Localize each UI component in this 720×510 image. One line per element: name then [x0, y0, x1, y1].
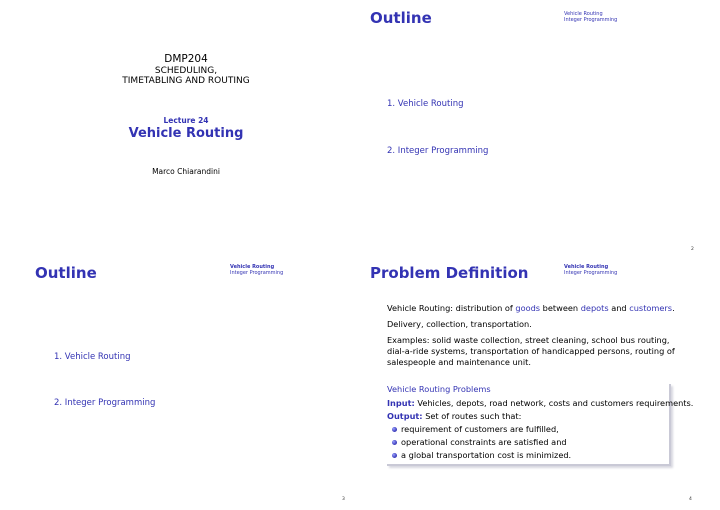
course-name-line1: SCHEDULING,: [154, 66, 218, 76]
list-item: [391, 449, 571, 462]
nav-item-integer-programming[interactable]: Integer Programming: [230, 270, 284, 276]
course-name-line2: TIMETABLING AND ROUTING: [122, 76, 250, 86]
block-title: Vehicle Routing Problems: [387, 384, 491, 394]
definition-text: .: [672, 303, 675, 313]
examples-line: salespeople and maintenance unit.: [387, 357, 531, 367]
problem-definition-slide: [360, 255, 720, 510]
toc-item-1[interactable]: 1. Vehicle Routing: [54, 352, 131, 362]
toc-item-1[interactable]: 1. Vehicle Routing: [387, 99, 464, 109]
author: Marco Chiarandini: [152, 167, 220, 176]
course-code: DMP204: [164, 53, 208, 65]
outline-slide-3: [0, 255, 360, 510]
output-line: [387, 411, 521, 422]
term-depots: depots: [580, 303, 609, 313]
nav-item-vehicle-routing[interactable]: Vehicle Routing: [564, 264, 609, 270]
list-item: [391, 436, 571, 449]
list-item: [391, 423, 571, 436]
page-number: 3: [342, 497, 345, 502]
frame-title: Problem Definition: [370, 264, 529, 282]
examples-line: dial-a-ride systems, transportation of handicapped persons, routing of: [387, 346, 675, 356]
lecture-title: Vehicle Routing: [128, 126, 244, 141]
lecture-number: Lecture 24: [163, 116, 209, 125]
nav-header: [230, 264, 283, 276]
nav-item-vehicle-routing[interactable]: Vehicle Routing: [564, 11, 603, 17]
outline-slide-2: [360, 0, 720, 255]
bullet-icon: [392, 427, 397, 432]
definition-text: between: [540, 303, 581, 313]
input-line: [387, 398, 693, 409]
page-number: 2: [691, 247, 694, 252]
list-item-text: operational constraints are satisfied and: [401, 437, 567, 447]
definition-block: [387, 384, 694, 466]
input-label: Input:: [387, 398, 415, 408]
output-text: Set of routes such that:: [422, 411, 522, 421]
term-customers: customers: [629, 303, 673, 313]
activities-paragraph: Delivery, collection, transportation.: [387, 319, 532, 329]
list-item-text: a global transportation cost is minimized.: [401, 450, 572, 460]
input-text: Vehicles, depots, road network, costs and customers requirements.: [414, 398, 694, 408]
definition-paragraph: [387, 303, 675, 314]
nav-item-integer-programming[interactable]: Integer Programming: [564, 17, 618, 23]
nav-header: [564, 264, 617, 276]
page-number: 4: [689, 497, 692, 502]
toc-item-2[interactable]: 2. Integer Programming: [387, 146, 489, 156]
nav-item-vehicle-routing[interactable]: Vehicle Routing: [230, 264, 275, 270]
examples-line: Examples: solid waste collection, street cleaning, school bus routing,: [387, 335, 670, 345]
frame-title: Outline: [35, 264, 97, 282]
requirements-list: [391, 423, 571, 462]
nav-item-integer-programming[interactable]: Integer Programming: [564, 270, 618, 276]
definition-text: and: [608, 303, 630, 313]
title-slide: [0, 0, 360, 255]
toc-item-2[interactable]: 2. Integer Programming: [54, 398, 156, 408]
definition-text: Vehicle Routing: distribution of: [387, 303, 516, 313]
list-item-text: requirement of customers are fulfilled,: [401, 424, 559, 434]
bullet-icon: [392, 440, 397, 445]
nav-header: [564, 11, 617, 23]
term-goods: goods: [515, 303, 541, 313]
examples-paragraph: [387, 335, 675, 368]
bullet-icon: [392, 453, 397, 458]
output-label: Output:: [387, 411, 423, 421]
frame-title: Outline: [370, 9, 432, 27]
